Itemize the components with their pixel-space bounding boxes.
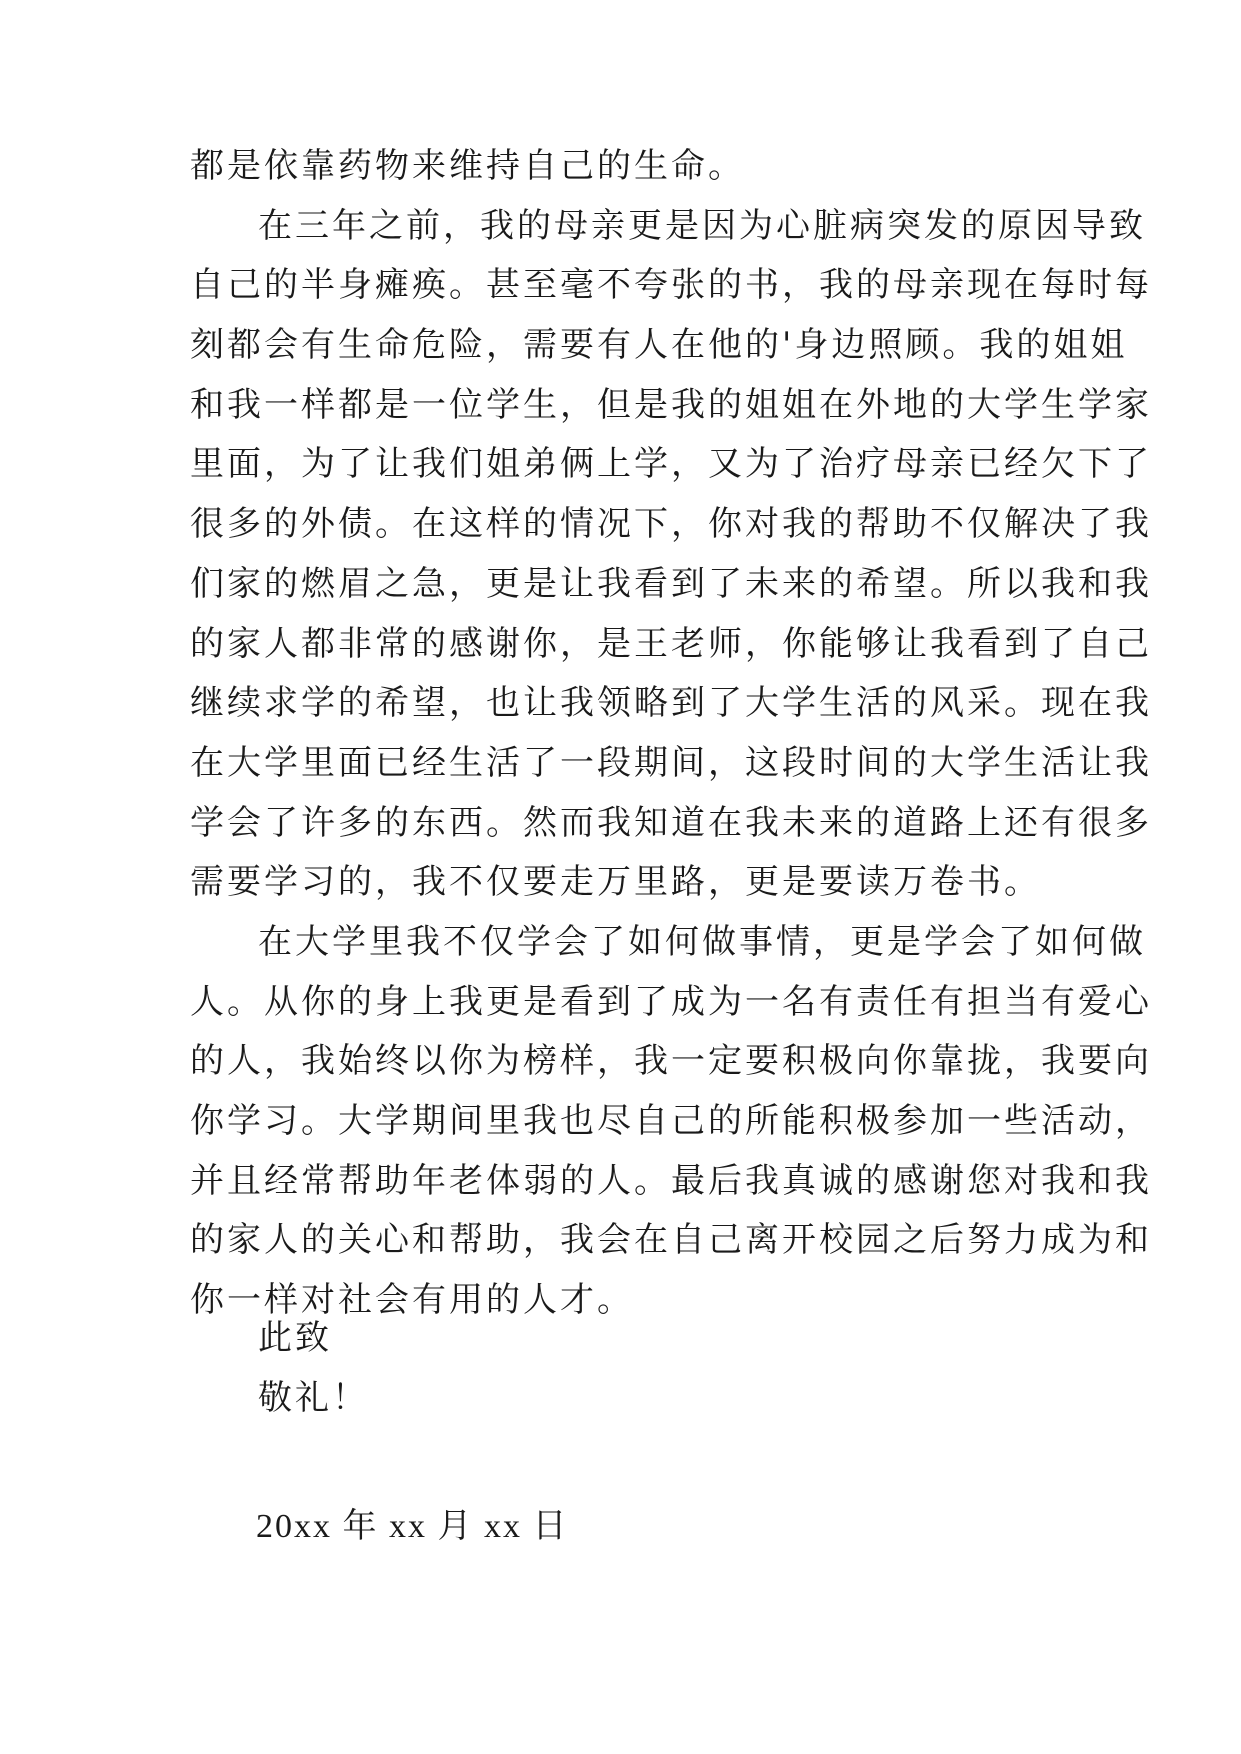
paragraph-line: 学会了许多的东西。然而我知道在我未来的道路上还有很多 <box>190 802 1152 843</box>
paragraph-line: 在大学里面已经生活了一段期间，这段时间的大学生活让我 <box>190 742 1152 783</box>
paragraph-line: 里面，为了让我们姐弟俩上学，又为了治疗母亲已经欠下了 <box>190 444 1152 485</box>
letter-body <box>190 137 1152 1331</box>
paragraph-line: 并且经常帮助年老体弱的人。最后我真诚的感谢您对我和我 <box>190 1160 1152 1201</box>
paragraph-line: 人。从你的身上我更是看到了成为一名有责任有担当有爱心 <box>190 981 1152 1022</box>
closing-regards: 敬礼！ <box>258 1378 369 1418</box>
paragraph-line: 们家的燃眉之急，更是让我看到了未来的希望。所以我和我 <box>190 563 1152 604</box>
closing-salutation: 此致 <box>258 1318 332 1358</box>
paragraph-line: 的家人的关心和帮助，我会在自己离开校园之后努力成为和 <box>190 1220 1152 1261</box>
paragraph-line: 的人，我始终以你为榜样，我一定要积极向你靠拢，我要向 <box>190 1041 1152 1082</box>
paragraph-line: 的家人都非常的感谢你，是王老师，你能够让我看到了自己 <box>190 623 1152 664</box>
paragraph-line: 继续求学的希望，也让我领略到了大学生活的风采。现在我 <box>190 683 1152 724</box>
paragraph-line: 自己的半身瘫痪。甚至毫不夸张的书，我的母亲现在每时每 <box>190 265 1152 306</box>
paragraph-line: 你一样对社会有用的人才。 <box>190 1280 634 1321</box>
paragraph-line: 在大学里我不仅学会了如何做事情，更是学会了如何做 <box>258 921 1146 962</box>
paragraph-line: 很多的外债。在这样的情况下，你对我的帮助不仅解决了我 <box>190 504 1152 545</box>
paragraph-line: 你学习。大学期间里我也尽自己的所能积极参加一些活动， <box>190 1101 1152 1141</box>
paragraph-line: 在三年之前，我的母亲更是因为心脏病突发的原因导致 <box>258 205 1146 246</box>
paragraph-line: 需要学习的，我不仅要走万里路，更是要读万卷书。 <box>190 862 1041 903</box>
paragraph-line: 和我一样都是一位学生，但是我的姐姐在外地的大学生学家 <box>190 384 1152 425</box>
letter-date: 20xx 年 xx 月 xx 日 <box>256 1508 569 1545</box>
paragraph-line: 刻都会有生命危险，需要有人在他的'身边照顾。我的姐姐 <box>190 325 1128 366</box>
paragraph-line: 都是依靠药物来维持自己的生命。 <box>190 146 745 186</box>
